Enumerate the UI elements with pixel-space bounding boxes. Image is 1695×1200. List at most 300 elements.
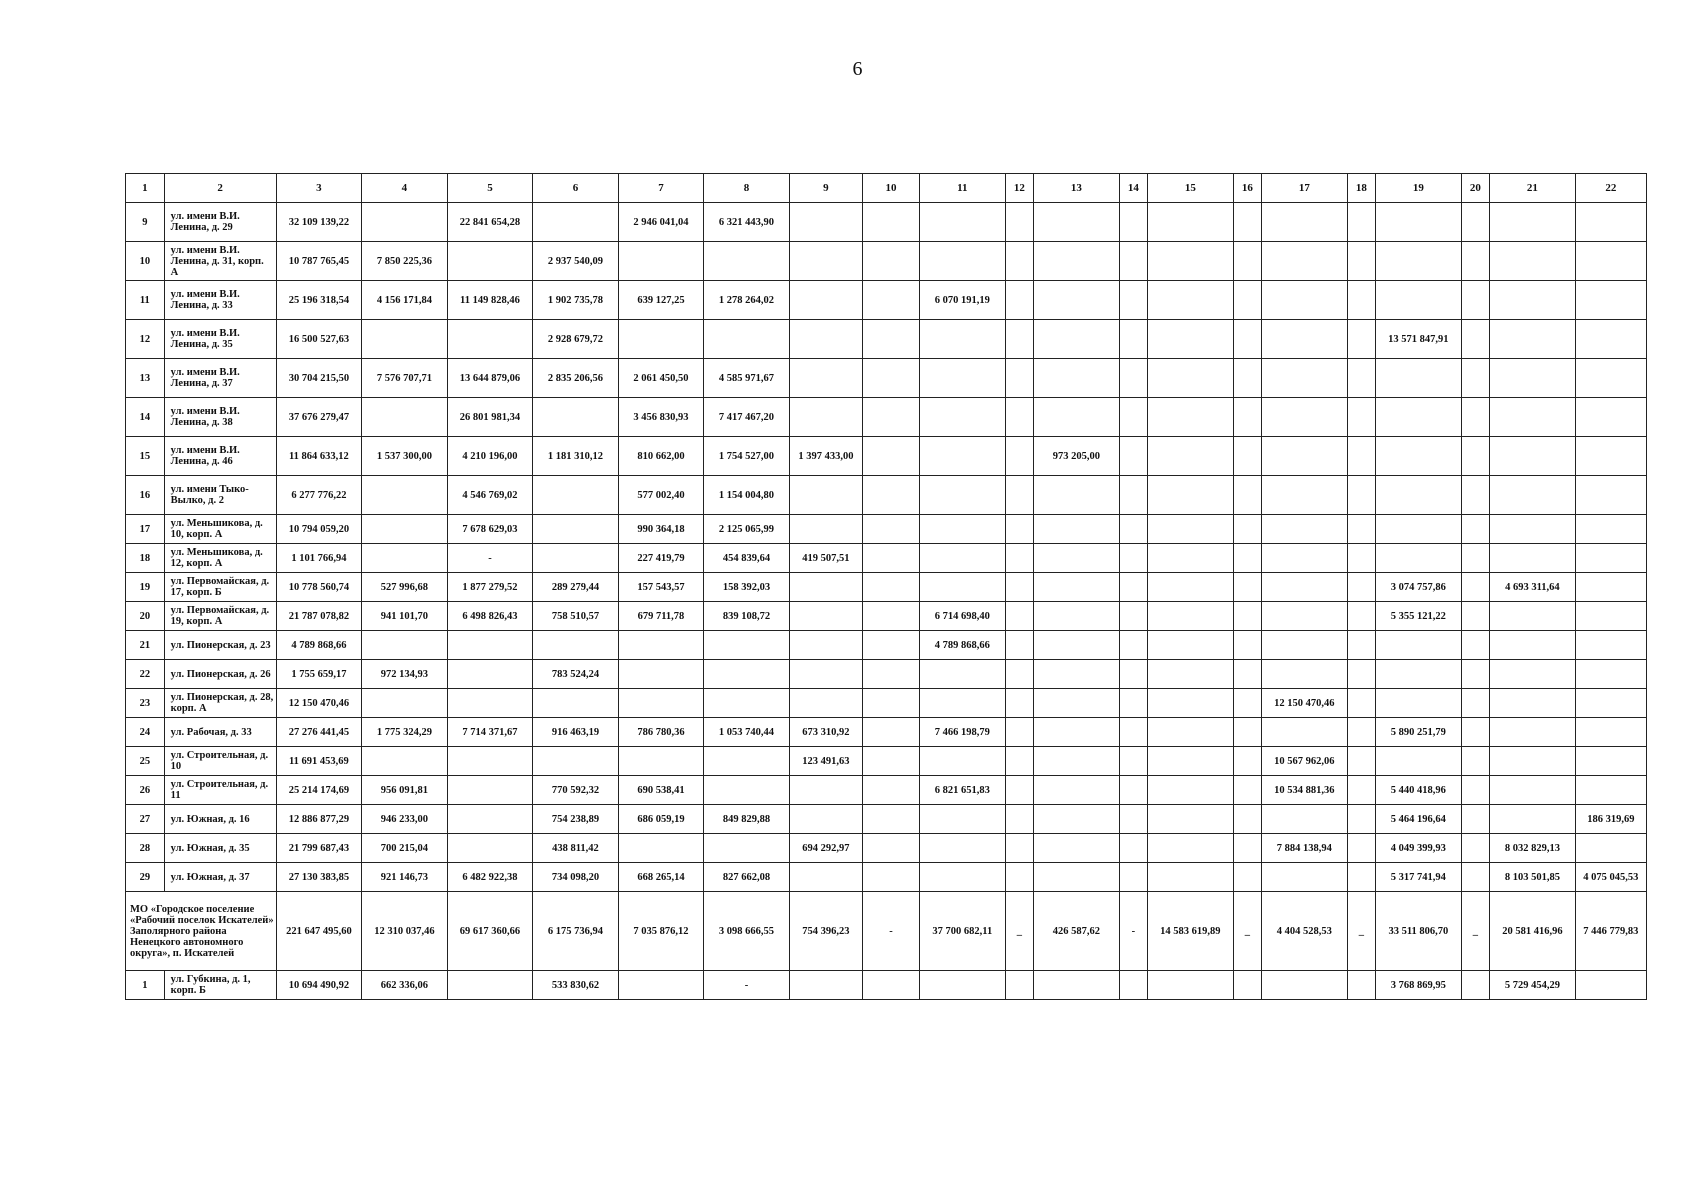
table-cell: [789, 476, 862, 515]
table-cell: 21: [1490, 174, 1576, 203]
table-cell: 22: [126, 660, 165, 689]
table-cell: [1461, 398, 1490, 437]
table-cell: [1005, 573, 1034, 602]
table-cell: 10: [863, 174, 920, 203]
table-cell: ул. Южная, д. 37: [164, 863, 276, 892]
table-cell: 12 310 037,46: [362, 892, 448, 971]
table-cell: [704, 660, 790, 689]
table-cell: [789, 689, 862, 718]
table-cell: [1347, 398, 1376, 437]
table-cell: [789, 863, 862, 892]
table-cell: 673 310,92: [789, 718, 862, 747]
table-cell: [920, 320, 1006, 359]
table-cell: ул. Южная, д. 16: [164, 805, 276, 834]
table-cell: [920, 863, 1006, 892]
table-cell: [1376, 515, 1462, 544]
table-cell: ул. Южная, д. 35: [164, 834, 276, 863]
table-cell: -: [1119, 892, 1148, 971]
table-cell: [1262, 398, 1348, 437]
table-cell: [789, 242, 862, 281]
table-cell: [1148, 281, 1234, 320]
table-cell: [920, 359, 1006, 398]
table-cell: 758 510,57: [533, 602, 619, 631]
table-cell: [1461, 863, 1490, 892]
table-cell: [533, 747, 619, 776]
table-cell: 21: [126, 631, 165, 660]
table-cell: [1461, 689, 1490, 718]
table-cell: [1575, 398, 1646, 437]
table-cell: [789, 631, 862, 660]
table-cell: 123 491,63: [789, 747, 862, 776]
table-cell: [1148, 971, 1234, 1000]
table-cell: 12 150 470,46: [276, 689, 362, 718]
table-cell: [789, 660, 862, 689]
table-cell: [1034, 320, 1120, 359]
table-cell: 2 061 450,50: [618, 359, 704, 398]
table-cell: 6 482 922,38: [447, 863, 533, 892]
table-cell: [1148, 602, 1234, 631]
table-cell: [1490, 660, 1576, 689]
table-cell: [1034, 602, 1120, 631]
table-cell: [1461, 660, 1490, 689]
table-cell: 6 821 651,83: [920, 776, 1006, 805]
table-cell: ул. Пионерская, д. 28, корп. А: [164, 689, 276, 718]
table-cell: [1148, 747, 1234, 776]
table-cell: [1575, 320, 1646, 359]
table-cell: 6 070 191,19: [920, 281, 1006, 320]
table-cell: [533, 203, 619, 242]
table-total-row: [126, 892, 1647, 971]
table-cell: [704, 320, 790, 359]
page-number: 6: [852, 58, 863, 80]
table-cell: [1148, 689, 1234, 718]
table-cell: [920, 437, 1006, 476]
table-cell: [1034, 834, 1120, 863]
table-row: [126, 834, 1647, 863]
table-cell: 849 829,88: [704, 805, 790, 834]
table-cell: 10 787 765,45: [276, 242, 362, 281]
table-cell: 10 694 490,92: [276, 971, 362, 1000]
table-cell: 1 754 527,00: [704, 437, 790, 476]
table-row: [126, 437, 1647, 476]
table-cell: [1148, 805, 1234, 834]
table-cell: 426 587,62: [1034, 892, 1120, 971]
table-cell: [1119, 437, 1148, 476]
table-cell: [1461, 203, 1490, 242]
table-cell: [447, 834, 533, 863]
table-cell: [1119, 602, 1148, 631]
table-cell: 3 768 869,95: [1376, 971, 1462, 1000]
table-cell: [1461, 602, 1490, 631]
table-cell: [1233, 515, 1262, 544]
table-cell: 5 890 251,79: [1376, 718, 1462, 747]
table-cell: [447, 660, 533, 689]
table-cell: 6 277 776,22: [276, 476, 362, 515]
table-cell: [1233, 242, 1262, 281]
table-cell: ул. имени В.И. Ленина, д. 46: [164, 437, 276, 476]
table-cell: 7 035 876,12: [618, 892, 704, 971]
table-cell: 827 662,08: [704, 863, 790, 892]
table-cell: 577 002,40: [618, 476, 704, 515]
table-cell: 3 098 666,55: [704, 892, 790, 971]
table-cell: [704, 747, 790, 776]
table-cell: [1347, 476, 1376, 515]
table-cell: 639 127,25: [618, 281, 704, 320]
table-cell: 19: [126, 573, 165, 602]
table-cell: 527 996,68: [362, 573, 448, 602]
table-cell: [362, 515, 448, 544]
table-cell: [704, 631, 790, 660]
table-cell: [920, 660, 1006, 689]
table-cell: [920, 515, 1006, 544]
table-row: [126, 747, 1647, 776]
table-cell: 1 053 740,44: [704, 718, 790, 747]
table-cell: 7 446 779,83: [1575, 892, 1646, 971]
table-cell: [789, 971, 862, 1000]
table-row: [126, 320, 1647, 359]
table-cell: [1233, 573, 1262, 602]
table-cell: 2 835 206,56: [533, 359, 619, 398]
table-cell: 3 456 830,93: [618, 398, 704, 437]
table-cell: [863, 398, 920, 437]
table-cell: [863, 631, 920, 660]
table-cell: [1490, 718, 1576, 747]
table-cell: ул. имени В.И. Ленина, д. 35: [164, 320, 276, 359]
table-cell: [1575, 476, 1646, 515]
table-cell: [1119, 689, 1148, 718]
table-cell: 690 538,41: [618, 776, 704, 805]
table-cell: 786 780,36: [618, 718, 704, 747]
table-cell: ул. Строительная, д. 11: [164, 776, 276, 805]
table-cell: 3: [276, 174, 362, 203]
table-cell: 289 279,44: [533, 573, 619, 602]
table-cell: 754 396,23: [789, 892, 862, 971]
table-cell: 10 567 962,06: [1262, 747, 1348, 776]
table-cell: [1119, 281, 1148, 320]
table-cell: [1262, 544, 1348, 573]
table-cell: [863, 437, 920, 476]
table-row: [126, 359, 1647, 398]
table-cell: [863, 718, 920, 747]
table-cell: [863, 863, 920, 892]
table-cell: 2 946 041,04: [618, 203, 704, 242]
table-cell: 25 196 318,54: [276, 281, 362, 320]
table-cell: [789, 776, 862, 805]
table-cell: 783 524,24: [533, 660, 619, 689]
table-cell: [1347, 203, 1376, 242]
table-cell: [1119, 834, 1148, 863]
table-cell: [1034, 242, 1120, 281]
table-cell: [1148, 776, 1234, 805]
table-cell: [1233, 776, 1262, 805]
table-cell: [1376, 689, 1462, 718]
table-row: [126, 971, 1647, 1000]
table-cell: 14: [126, 398, 165, 437]
table-cell: [447, 689, 533, 718]
table-cell: [447, 631, 533, 660]
table-cell: [863, 544, 920, 573]
table-cell: [1005, 689, 1034, 718]
table-cell: [1148, 573, 1234, 602]
table-cell: [1262, 515, 1348, 544]
table-cell: [704, 689, 790, 718]
table-cell: [1148, 718, 1234, 747]
table-cell: ул. Пионерская, д. 26: [164, 660, 276, 689]
table-cell: [1347, 320, 1376, 359]
table-cell: [1005, 631, 1034, 660]
table-cell: [1347, 544, 1376, 573]
table-cell: 662 336,06: [362, 971, 448, 1000]
table-cell: 15: [126, 437, 165, 476]
table-cell: 19: [1376, 174, 1462, 203]
table-cell: 700 215,04: [362, 834, 448, 863]
table-cell: 973 205,00: [1034, 437, 1120, 476]
table-cell: 2 937 540,09: [533, 242, 619, 281]
table-cell: [533, 515, 619, 544]
table-cell: 941 101,70: [362, 602, 448, 631]
table-cell: 5 355 121,22: [1376, 602, 1462, 631]
table-cell: 8 032 829,13: [1490, 834, 1576, 863]
table-cell: 668 265,14: [618, 863, 704, 892]
table-cell: [704, 776, 790, 805]
table-cell: [1461, 971, 1490, 1000]
table-cell: [1347, 281, 1376, 320]
table-cell: [1034, 515, 1120, 544]
table-cell: [1490, 602, 1576, 631]
table-cell: ул. имени Тыко-Вылко, д. 2: [164, 476, 276, 515]
table-cell: [1119, 660, 1148, 689]
table-cell: ул. Первомайская, д. 17, корп. Б: [164, 573, 276, 602]
table-cell: [1233, 602, 1262, 631]
table-cell: -: [863, 892, 920, 971]
table-cell: 5 729 454,29: [1490, 971, 1576, 1000]
table-cell: [1490, 515, 1576, 544]
table-cell: _: [1347, 892, 1376, 971]
table-cell: [1034, 203, 1120, 242]
table-cell: [1034, 476, 1120, 515]
table-cell: ул. имени В.И. Ленина, д. 31, корп. А: [164, 242, 276, 281]
table-cell: 7 678 629,03: [447, 515, 533, 544]
table-cell: [789, 515, 862, 544]
table-cell: [1005, 437, 1034, 476]
table-cell: [1233, 805, 1262, 834]
table-cell: 4 049 399,93: [1376, 834, 1462, 863]
table-cell: [1262, 863, 1348, 892]
table-cell: 6 498 826,43: [447, 602, 533, 631]
table-row: [126, 631, 1647, 660]
table-cell: [920, 203, 1006, 242]
table-cell: [1233, 631, 1262, 660]
table-cell: [618, 747, 704, 776]
table-row: [126, 281, 1647, 320]
table-cell: [1490, 398, 1576, 437]
table-cell: [789, 573, 862, 602]
table-cell: [1034, 660, 1120, 689]
table-cell: [1461, 834, 1490, 863]
table-cell: 4 789 868,66: [276, 631, 362, 660]
table-cell: [1347, 834, 1376, 863]
table-cell: [362, 544, 448, 573]
table-cell: 9: [789, 174, 862, 203]
table-cell: 11: [126, 281, 165, 320]
table-cell: 17: [126, 515, 165, 544]
table-cell: 810 662,00: [618, 437, 704, 476]
table-cell: [1347, 747, 1376, 776]
table-cell: [1034, 359, 1120, 398]
table-cell: 37 700 682,11: [920, 892, 1006, 971]
table-cell: [1148, 437, 1234, 476]
table-cell: [618, 971, 704, 1000]
table-cell: 30 704 215,50: [276, 359, 362, 398]
table-cell: [1005, 718, 1034, 747]
table-cell: 3 074 757,86: [1376, 573, 1462, 602]
table-cell: [1376, 398, 1462, 437]
table-cell: ул. Строительная, д. 10: [164, 747, 276, 776]
table-cell: 27 130 383,85: [276, 863, 362, 892]
table-cell: [1005, 320, 1034, 359]
table-cell: [1233, 718, 1262, 747]
table-cell: [1148, 203, 1234, 242]
table-cell: [447, 805, 533, 834]
table-cell: [1233, 476, 1262, 515]
table-cell: [1575, 718, 1646, 747]
table-cell: ул. Губкина, д. 1, корп. Б: [164, 971, 276, 1000]
table-cell: 21 787 078,82: [276, 602, 362, 631]
table-cell: [1119, 320, 1148, 359]
table-cell: 686 059,19: [618, 805, 704, 834]
table-cell: [1005, 242, 1034, 281]
table-cell: [863, 834, 920, 863]
table-cell: 990 364,18: [618, 515, 704, 544]
table-cell: ул. Меньшикова, д. 12, корп. А: [164, 544, 276, 573]
table-cell: 11: [920, 174, 1006, 203]
table-cell: [447, 776, 533, 805]
table-cell: [1148, 631, 1234, 660]
table-cell: 4 789 868,66: [920, 631, 1006, 660]
table-cell: 157 543,57: [618, 573, 704, 602]
table-cell: [789, 359, 862, 398]
table-cell: _: [1233, 892, 1262, 971]
table-cell: [1490, 476, 1576, 515]
table-cell: 11 691 453,69: [276, 747, 362, 776]
table-cell: [1119, 476, 1148, 515]
table-cell: [1262, 242, 1348, 281]
table-cell: [362, 203, 448, 242]
table-cell: [1347, 660, 1376, 689]
table-cell: 24: [126, 718, 165, 747]
table-cell: [618, 689, 704, 718]
table-cell: [1376, 203, 1462, 242]
table-cell: [1376, 747, 1462, 776]
table-cell: 5 317 741,94: [1376, 863, 1462, 892]
table-row: [126, 660, 1647, 689]
table-cell: [1461, 631, 1490, 660]
table-cell: 533 830,62: [533, 971, 619, 1000]
table-cell: [447, 747, 533, 776]
table-cell: [1148, 242, 1234, 281]
table-cell: [1148, 834, 1234, 863]
table-cell: [1347, 602, 1376, 631]
table-cell: [1490, 320, 1576, 359]
table-cell: 227 419,79: [618, 544, 704, 573]
table-cell: [1233, 660, 1262, 689]
table-cell: [1034, 281, 1120, 320]
table-cell: [1148, 359, 1234, 398]
table-cell: [1575, 437, 1646, 476]
table-cell: [789, 805, 862, 834]
table-cell: [1005, 602, 1034, 631]
table-cell: [1148, 515, 1234, 544]
table-cell: 2: [164, 174, 276, 203]
table-cell: [1034, 398, 1120, 437]
table-cell: 734 098,20: [533, 863, 619, 892]
table-cell: [1376, 281, 1462, 320]
table-cell: [1119, 776, 1148, 805]
table-cell: [1262, 805, 1348, 834]
table-cell: [1490, 203, 1576, 242]
table-cell: [1034, 863, 1120, 892]
table-cell: 770 592,32: [533, 776, 619, 805]
table-cell: [1262, 573, 1348, 602]
table-cell: 972 134,93: [362, 660, 448, 689]
table-cell: 69 617 360,66: [447, 892, 533, 971]
table-cell: ул. Меньшикова, д. 10, корп. А: [164, 515, 276, 544]
table-cell: 32 109 139,22: [276, 203, 362, 242]
table-cell: [1461, 515, 1490, 544]
table-cell: 21 799 687,43: [276, 834, 362, 863]
table-cell: 5: [447, 174, 533, 203]
table-cell: [1119, 203, 1148, 242]
table-cell: [920, 747, 1006, 776]
table-cell: [789, 602, 862, 631]
table-cell: [1490, 359, 1576, 398]
table-cell: [1034, 689, 1120, 718]
table-cell: [1490, 776, 1576, 805]
table-cell: МО «Городское поселение «Рабочий поселок Искателей» Заполярного района Ненецкого автономного округа», п. Искателей: [126, 892, 277, 971]
table-cell: [704, 834, 790, 863]
table-cell: [1148, 398, 1234, 437]
table-cell: [1233, 834, 1262, 863]
table-cell: [1119, 805, 1148, 834]
table-cell: 10: [126, 242, 165, 281]
table-cell: [1005, 515, 1034, 544]
table-cell: [1347, 863, 1376, 892]
table-cell: 29: [126, 863, 165, 892]
table-cell: 12 886 877,29: [276, 805, 362, 834]
table-cell: ул. имени В.И. Ленина, д. 38: [164, 398, 276, 437]
table-cell: [1034, 805, 1120, 834]
table-cell: 22: [1575, 174, 1646, 203]
table-cell: [362, 689, 448, 718]
table-cell: [1575, 776, 1646, 805]
table-cell: 4 210 196,00: [447, 437, 533, 476]
table-cell: [1119, 718, 1148, 747]
table-cell: [1575, 573, 1646, 602]
table-cell: [1376, 437, 1462, 476]
table-cell: [447, 971, 533, 1000]
table-cell: 221 647 495,60: [276, 892, 362, 971]
table-cell: [1119, 398, 1148, 437]
table-cell: 18: [126, 544, 165, 573]
table-cell: 5 440 418,96: [1376, 776, 1462, 805]
table-row: [126, 805, 1647, 834]
table-cell: 16: [126, 476, 165, 515]
table-cell: 1 278 264,02: [704, 281, 790, 320]
table-cell: [1575, 242, 1646, 281]
table-cell: [362, 747, 448, 776]
table-cell: 754 238,89: [533, 805, 619, 834]
table-cell: 25: [126, 747, 165, 776]
